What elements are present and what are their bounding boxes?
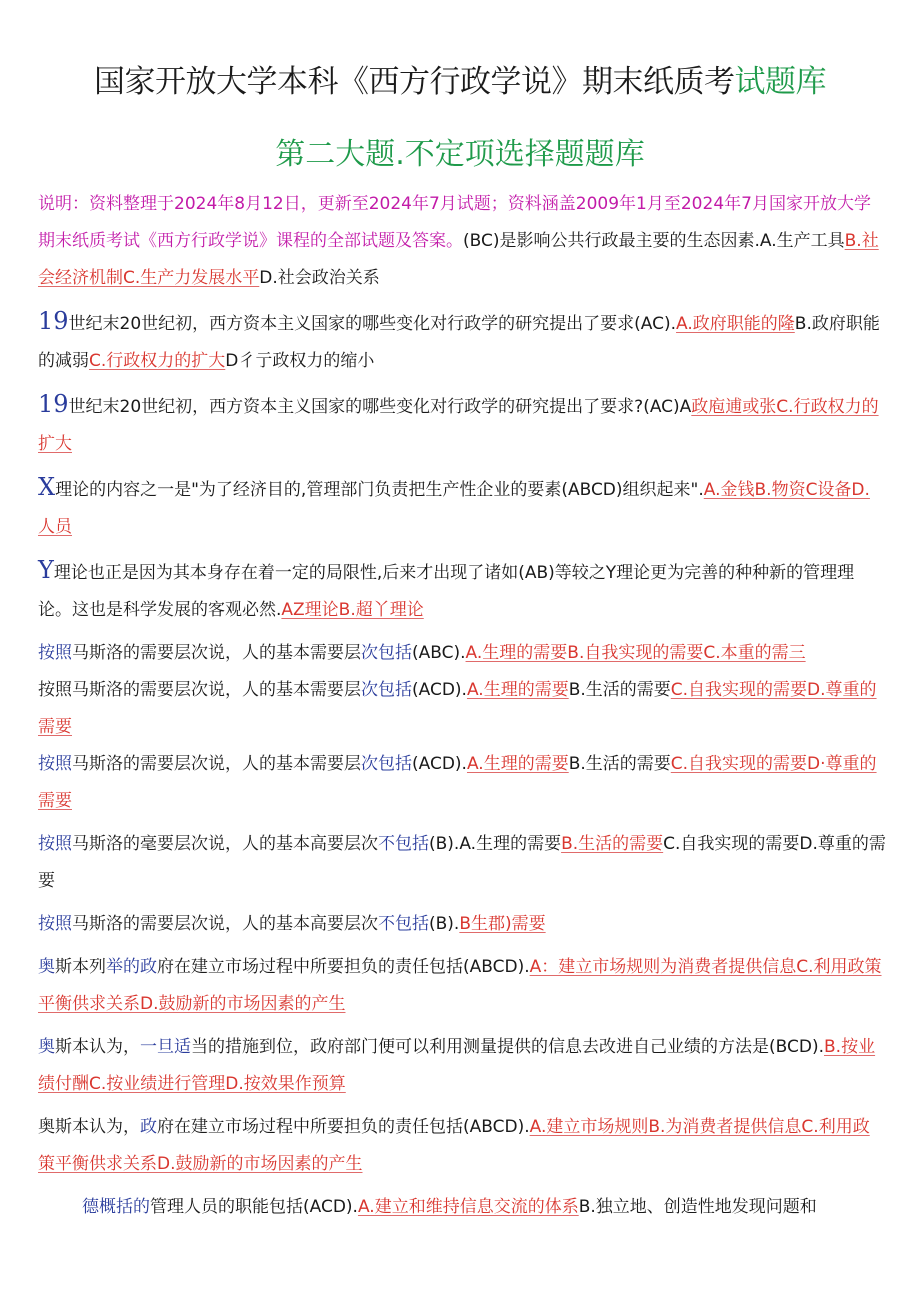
question-paragraph-p2	[38, 303, 886, 380]
question-text: D.社会政治关系	[259, 268, 380, 288]
question-text: 政	[140, 1117, 157, 1137]
question-text: 马斯洛的需要层次说，人的基本需要层	[72, 643, 361, 663]
question-text: 世纪末20世纪初，西方资本主义国家的哪些变化对行政学的研究提出了要求?(AC)A	[68, 397, 692, 417]
question-paragraph-p8	[38, 746, 886, 820]
question-text: 管理人员的职能包括(ACD).	[150, 1197, 358, 1217]
question-text: D彳亍政权力的缩小	[225, 351, 375, 371]
question-text: B.生活的需要	[568, 680, 671, 700]
question-text: 理论也正是因为其本身存在着一定的局限性,后来才出现了诸如(AB)等较之Y理论更为完善的种种新的管理理论。这也是科学发展的客观必然.	[38, 563, 855, 620]
question-paragraph-p4	[38, 469, 886, 546]
question-text: (ABC).	[412, 643, 466, 663]
question-list	[38, 186, 886, 1226]
question-text: B.独立地、创造性地发现问题和	[578, 1197, 817, 1217]
answer-text: A.政府职能的隆	[676, 314, 795, 334]
question-text: 世纪末20世纪初，西方资本主义国家的哪些变化对行政学的研究提出了要求(AC).	[68, 314, 677, 334]
question-text: (ACD).	[412, 680, 467, 700]
answer-text: B.社会经济机制C.生产力发展水平	[38, 231, 879, 288]
question-paragraph-p9	[38, 826, 886, 900]
answer-text: C.自我实现的需要D·尊重的需要	[38, 754, 877, 811]
section-subtitle: 第二大题.不定项选择题题库	[275, 137, 645, 172]
answer-text: B.按业绩付酬C.按业绩进行管理D.按效果作预算	[38, 1037, 876, 1094]
question-text: B.政府职能的减弱	[38, 314, 880, 371]
question-text: 按照	[38, 914, 72, 934]
answer-text: B生郡)需要	[459, 914, 546, 934]
question-text: 府在建立市场过程中所要担负的责任包括(ABCD).	[157, 1117, 530, 1137]
answer-text: A.生理的需要	[466, 680, 569, 700]
answer-text: A.生理的需要B.自我实现的需要C.本重的需三	[465, 643, 806, 663]
question-text: 德概括的	[82, 1197, 150, 1217]
question-text: 马斯洛的毫要层次说，人的基本高要层次	[72, 834, 378, 854]
answer-text: A.建立市场规则B.为消费者提供信息C.利用政策平衡供求关系D.鼓励新的市场因素的产生	[38, 1117, 870, 1174]
answer-text: A.生理的需要	[466, 754, 569, 774]
question-text: 奥斯本认为，	[38, 1117, 140, 1137]
answer-text: C.行政权力的扩大	[89, 351, 226, 371]
title-accent: 试题库	[734, 64, 826, 100]
question-text: 举的政	[106, 957, 157, 977]
question-text: 马斯洛的需要层次说，人的基本高要层次	[72, 914, 378, 934]
answer-text: A.金钱B.物资C设备D.人员	[38, 480, 870, 537]
answer-text: AZ理论B.超丫理论	[281, 600, 424, 620]
question-text: 按照	[38, 834, 72, 854]
question-text: Y	[38, 556, 54, 584]
page-title	[0, 58, 920, 106]
question-text: 不包括	[378, 914, 429, 934]
answer-text: C.自我实现的需要D.尊重的需要	[38, 680, 877, 737]
question-paragraph-p10	[38, 906, 886, 943]
question-paragraph-p13	[38, 1109, 886, 1183]
question-paragraph-p11	[38, 949, 886, 1023]
question-text: 斯本列	[55, 957, 106, 977]
question-text: C.自我实现的需要D.尊重的需要	[38, 834, 886, 891]
answer-text: A：建立市场规则为消费者提供信息C.利用政策平衡供求关系D.鼓励新的市场因素的产生	[38, 957, 882, 1014]
note-text: 说明：资料整理于2024年8月12日，更新至2024年7月试题；资料涵盖2009年1月至2024年7月国家开放大学期末纸质考试《西方行政学说》课程的全部试题及答案。	[38, 194, 871, 251]
question-text: 奥	[38, 1037, 55, 1057]
question-text: 奥	[38, 957, 55, 977]
question-text: (B).A.生理的需要	[429, 834, 562, 854]
question-text: (B).	[429, 914, 460, 934]
question-text: B.生活的需要	[568, 754, 671, 774]
question-text: 按照	[38, 754, 72, 774]
question-paragraph-p12	[38, 1029, 886, 1103]
question-text: (ACD).	[412, 754, 467, 774]
question-text: 一旦适	[140, 1037, 191, 1057]
question-text: 19	[38, 307, 69, 335]
question-paragraph-p7	[38, 672, 886, 746]
question-text: 当的措施到位，政府部门便可以利用测量提供的信息去改进自己业绩的方法是(BCD).	[191, 1037, 824, 1057]
question-text: 马斯洛的需要层次说，人的基本需要层	[72, 754, 361, 774]
question-text: 府在建立市场过程中所要担负的责任包括(ABCD).	[157, 957, 530, 977]
question-text: X	[38, 473, 56, 501]
question-paragraph-p1	[38, 186, 886, 297]
question-text: 不包括	[378, 834, 429, 854]
answer-text: 政庖逋或张C.行政权力的扩大	[38, 397, 879, 454]
question-paragraph-p6	[38, 635, 886, 672]
question-text: 次包括	[361, 754, 412, 774]
question-text: 按照	[38, 643, 72, 663]
answer-text: B.生活的需要	[561, 834, 664, 854]
question-text: 次包括	[361, 680, 412, 700]
question-text: 按照马斯洛的需要层次说，人的基本需要层	[38, 680, 361, 700]
question-paragraph-p3	[38, 386, 886, 463]
question-text: (BC)是影响公共行政最主要的生态因素.A.生产工具	[463, 231, 845, 251]
question-text: 理论的内容之一是"为了经济目的,管理部门负责把生产性企业的要素(ABCD)组织起来".	[55, 480, 704, 500]
question-text: 19	[38, 390, 69, 418]
answer-text: A.建立和维持信息交流的体系	[357, 1197, 579, 1217]
question-text: 次包括	[361, 643, 412, 663]
question-paragraph-p14	[38, 1189, 886, 1226]
question-paragraph-p5	[38, 552, 886, 629]
question-text: 斯本认为，	[55, 1037, 140, 1057]
title-main: 国家开放大学本科《西方行政学说》期末纸质考	[94, 64, 735, 100]
